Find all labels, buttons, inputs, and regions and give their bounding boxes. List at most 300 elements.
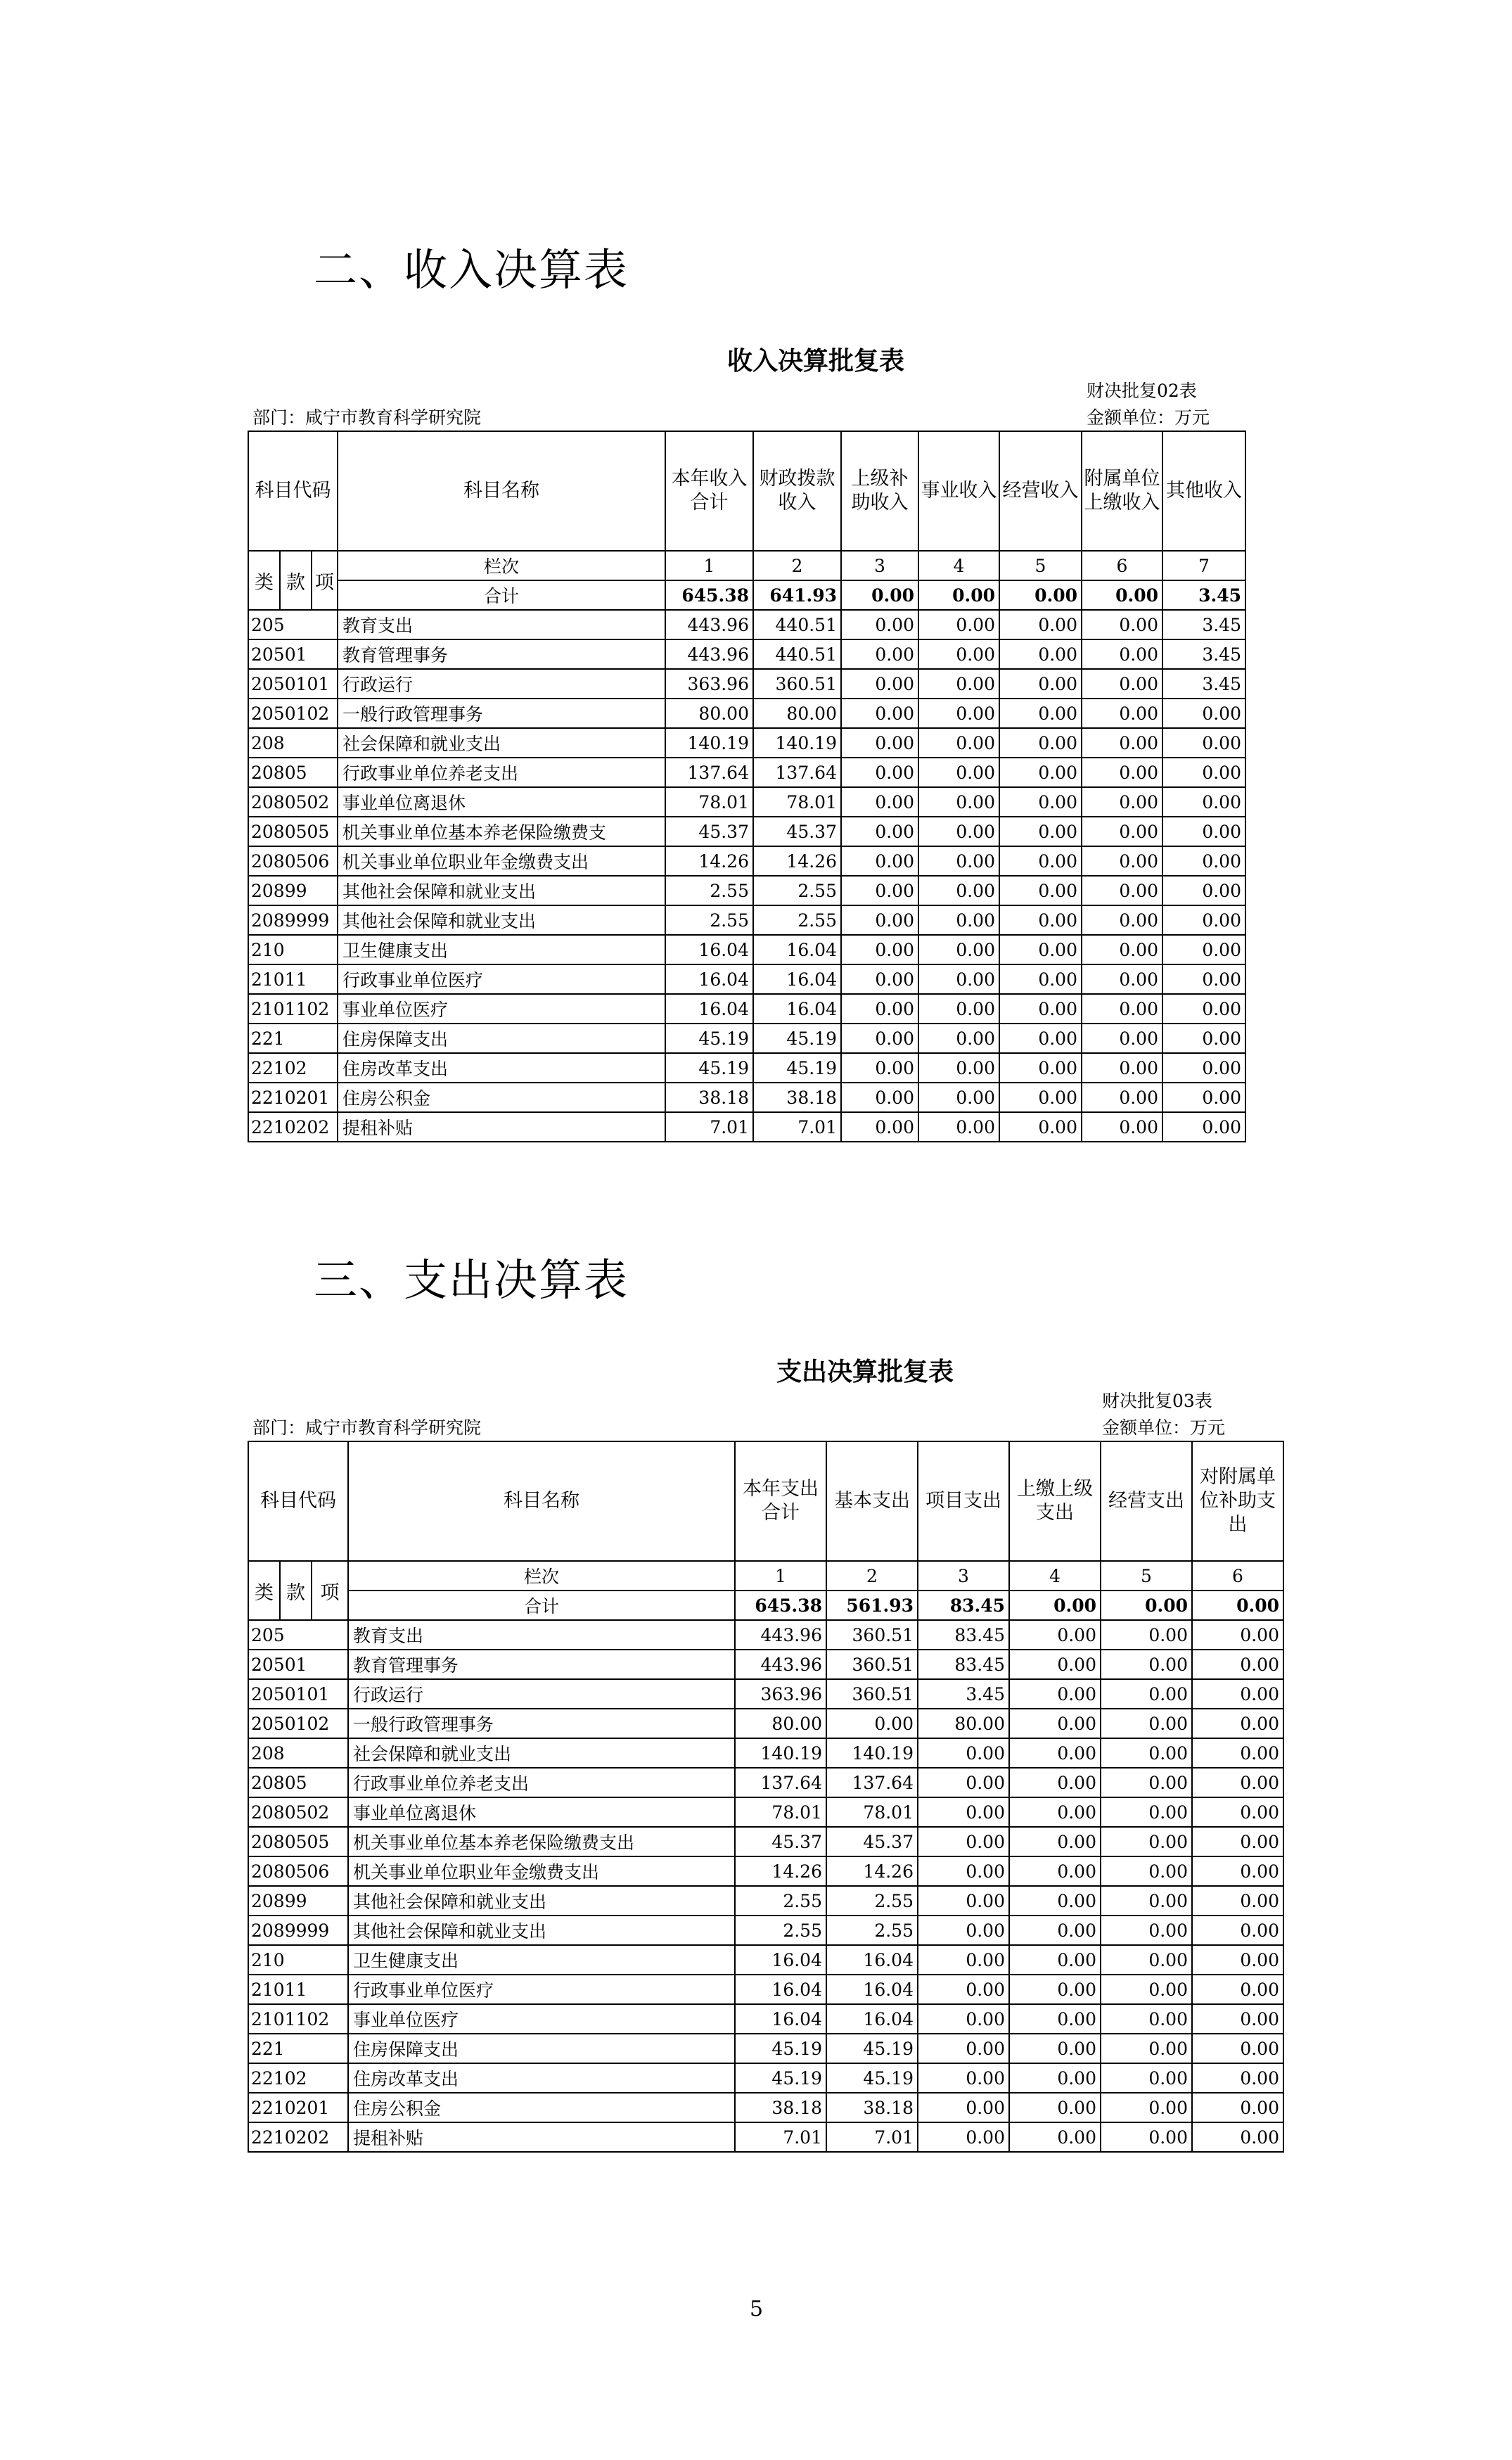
row-value: 80.00 bbox=[665, 699, 753, 728]
row-value: 0.00 bbox=[1162, 1112, 1245, 1142]
row-code: 2210201 bbox=[248, 1083, 338, 1112]
row-name: 住房改革支出 bbox=[338, 1053, 665, 1083]
column-number: 1 bbox=[665, 551, 753, 580]
row-code: 2050101 bbox=[248, 1679, 348, 1709]
row-name: 行政事业单位医疗 bbox=[348, 1975, 735, 2004]
row-value: 0.00 bbox=[918, 1738, 1009, 1768]
row-value: 0.00 bbox=[841, 610, 918, 639]
row-name: 机关事业单位基本养老保险缴费支出 bbox=[348, 1827, 735, 1856]
row-value: 7.01 bbox=[826, 2122, 918, 2152]
row-value: 360.51 bbox=[826, 1650, 918, 1679]
row-code: 205 bbox=[248, 610, 338, 639]
row-value: 45.19 bbox=[665, 1053, 753, 1083]
row-value: 0.00 bbox=[1009, 1945, 1101, 1975]
row-value: 0.00 bbox=[918, 787, 999, 817]
row-value: 0.00 bbox=[918, 1797, 1009, 1827]
row-value: 0.00 bbox=[1082, 1112, 1162, 1142]
row-value: 443.96 bbox=[735, 1650, 826, 1679]
row-value: 0.00 bbox=[841, 817, 918, 846]
table-row bbox=[248, 1827, 1283, 1856]
row-value: 16.04 bbox=[735, 1975, 826, 2004]
row-value: 45.37 bbox=[665, 817, 753, 846]
row-value: 2.55 bbox=[753, 876, 841, 905]
table-row bbox=[248, 2093, 1283, 2122]
row-name: 事业单位离退休 bbox=[348, 1797, 735, 1827]
row-name: 事业单位医疗 bbox=[348, 2004, 735, 2034]
table-row bbox=[248, 1620, 1283, 1650]
code-header: 科目代码 bbox=[248, 431, 338, 551]
row-value: 0.00 bbox=[1192, 2004, 1283, 2034]
row-value: 38.18 bbox=[753, 1083, 841, 1112]
column-number: 7 bbox=[1162, 551, 1245, 580]
row-name: 住房公积金 bbox=[348, 2093, 735, 2122]
name-header: 科目名称 bbox=[338, 431, 665, 551]
row-value: 440.51 bbox=[753, 610, 841, 639]
row-value: 0.00 bbox=[918, 994, 999, 1024]
row-value: 0.00 bbox=[1082, 935, 1162, 964]
row-value: 16.04 bbox=[826, 1945, 918, 1975]
row-value: 140.19 bbox=[735, 1738, 826, 1768]
row-value: 0.00 bbox=[918, 2093, 1009, 2122]
row-code: 20805 bbox=[248, 1768, 348, 1797]
row-value: 3.45 bbox=[1162, 610, 1245, 639]
row-value: 45.19 bbox=[753, 1024, 841, 1053]
row-value: 0.00 bbox=[841, 876, 918, 905]
table-row bbox=[248, 1856, 1283, 1886]
row-name: 卫生健康支出 bbox=[348, 1945, 735, 1975]
row-value: 443.96 bbox=[735, 1620, 826, 1650]
table-row bbox=[248, 1916, 1283, 1945]
table-row bbox=[248, 787, 1245, 817]
row-value: 45.19 bbox=[826, 2063, 918, 2093]
row-code: 2210202 bbox=[248, 2122, 348, 2152]
row-value: 0.00 bbox=[1082, 846, 1162, 876]
table-row bbox=[248, 699, 1245, 728]
row-value: 0.00 bbox=[841, 758, 918, 787]
lanci-label: 栏次 bbox=[338, 551, 665, 580]
row-value: 0.00 bbox=[1082, 994, 1162, 1024]
row-value: 2.55 bbox=[826, 1916, 918, 1945]
lei-header: 类 bbox=[248, 551, 280, 610]
column-header: 附属单位上缴收入 bbox=[1082, 431, 1162, 551]
row-value: 0.00 bbox=[999, 1112, 1082, 1142]
row-name: 社会保障和就业支出 bbox=[338, 728, 665, 758]
row-value: 14.26 bbox=[665, 846, 753, 876]
row-value: 0.00 bbox=[1162, 758, 1245, 787]
total-value: 645.38 bbox=[665, 580, 753, 610]
row-code: 2080505 bbox=[248, 1827, 348, 1856]
row-value: 0.00 bbox=[918, 2122, 1009, 2152]
row-value: 0.00 bbox=[841, 935, 918, 964]
income-table bbox=[248, 431, 1246, 1142]
row-code: 210 bbox=[248, 935, 338, 964]
row-value: 78.01 bbox=[735, 1797, 826, 1827]
row-value: 0.00 bbox=[841, 1112, 918, 1142]
row-value: 140.19 bbox=[753, 728, 841, 758]
row-value: 7.01 bbox=[753, 1112, 841, 1142]
row-value: 363.96 bbox=[735, 1679, 826, 1709]
row-value: 363.96 bbox=[665, 669, 753, 699]
row-code: 2080505 bbox=[248, 817, 338, 846]
column-number: 5 bbox=[1101, 1561, 1192, 1591]
expense-table bbox=[248, 1441, 1284, 2153]
row-value: 0.00 bbox=[999, 964, 1082, 994]
row-value: 0.00 bbox=[1009, 1650, 1101, 1679]
row-value: 0.00 bbox=[1009, 2034, 1101, 2063]
row-value: 0.00 bbox=[1162, 935, 1245, 964]
row-name: 住房保障支出 bbox=[348, 2034, 735, 2063]
row-name: 教育支出 bbox=[348, 1620, 735, 1650]
table-row bbox=[248, 817, 1245, 846]
row-name: 教育管理事务 bbox=[338, 639, 665, 669]
row-code: 2080502 bbox=[248, 1797, 348, 1827]
row-value: 0.00 bbox=[1162, 1024, 1245, 1053]
row-value: 0.00 bbox=[1082, 610, 1162, 639]
row-code: 2050101 bbox=[248, 669, 338, 699]
row-value: 0.00 bbox=[1101, 1827, 1192, 1856]
expense-table-title: 支出决算批复表 bbox=[776, 1358, 954, 1387]
row-value: 0.00 bbox=[1101, 1679, 1192, 1709]
row-value: 0.00 bbox=[1192, 2122, 1283, 2152]
row-value: 7.01 bbox=[735, 2122, 826, 2152]
row-code: 2050102 bbox=[248, 699, 338, 728]
row-value: 137.64 bbox=[826, 1768, 918, 1797]
row-value: 0.00 bbox=[999, 1053, 1082, 1083]
row-value: 0.00 bbox=[999, 905, 1082, 935]
row-value: 0.00 bbox=[918, 935, 999, 964]
row-value: 0.00 bbox=[1162, 817, 1245, 846]
row-value: 45.37 bbox=[735, 1827, 826, 1856]
row-value: 0.00 bbox=[1101, 2122, 1192, 2152]
table-row bbox=[248, 994, 1245, 1024]
row-name: 提租补贴 bbox=[338, 1112, 665, 1142]
row-value: 0.00 bbox=[999, 846, 1082, 876]
column-header: 财政拨款收入 bbox=[753, 431, 841, 551]
income-form-no: 财决批复02表 bbox=[1087, 381, 1197, 401]
row-value: 16.04 bbox=[665, 994, 753, 1024]
row-value: 0.00 bbox=[918, 905, 999, 935]
row-value: 0.00 bbox=[1162, 1083, 1245, 1112]
table-row bbox=[248, 728, 1245, 758]
row-name: 其他社会保障和就业支出 bbox=[348, 1886, 735, 1916]
row-name: 其他社会保障和就业支出 bbox=[348, 1916, 735, 1945]
row-value: 0.00 bbox=[1101, 1650, 1192, 1679]
row-value: 0.00 bbox=[841, 639, 918, 669]
row-value: 0.00 bbox=[918, 1827, 1009, 1856]
row-value: 0.00 bbox=[1009, 1827, 1101, 1856]
row-value: 0.00 bbox=[1162, 787, 1245, 817]
table-row bbox=[248, 2004, 1283, 2034]
row-value: 16.04 bbox=[753, 935, 841, 964]
table-row bbox=[248, 1945, 1283, 1975]
table-row bbox=[248, 935, 1245, 964]
row-value: 0.00 bbox=[1101, 2034, 1192, 2063]
column-header: 本年收入合计 bbox=[665, 431, 753, 551]
column-number: 6 bbox=[1082, 551, 1162, 580]
row-code: 2089999 bbox=[248, 905, 338, 935]
row-value: 0.00 bbox=[1162, 964, 1245, 994]
name-header: 科目名称 bbox=[348, 1441, 735, 1561]
row-value: 0.00 bbox=[1009, 1620, 1101, 1650]
row-value: 0.00 bbox=[1101, 2093, 1192, 2122]
row-code: 2080506 bbox=[248, 846, 338, 876]
row-value: 0.00 bbox=[1101, 1856, 1192, 1886]
row-value: 360.51 bbox=[826, 1679, 918, 1709]
row-code: 20501 bbox=[248, 1650, 348, 1679]
row-value: 0.00 bbox=[1192, 1679, 1283, 1709]
row-value: 0.00 bbox=[999, 610, 1082, 639]
column-header: 对附属单位补助支出 bbox=[1192, 1441, 1283, 1561]
row-value: 45.19 bbox=[826, 2034, 918, 2063]
row-value: 80.00 bbox=[918, 1709, 1009, 1738]
row-value: 0.00 bbox=[841, 699, 918, 728]
table-row bbox=[248, 2063, 1283, 2093]
row-value: 80.00 bbox=[735, 1709, 826, 1738]
row-value: 0.00 bbox=[1082, 669, 1162, 699]
row-value: 0.00 bbox=[918, 1083, 999, 1112]
table-row bbox=[248, 1679, 1283, 1709]
row-value: 0.00 bbox=[1192, 1945, 1283, 1975]
row-value: 0.00 bbox=[999, 1083, 1082, 1112]
row-value: 0.00 bbox=[1101, 1916, 1192, 1945]
row-value: 38.18 bbox=[665, 1083, 753, 1112]
expense-unit: 金额单位：万元 bbox=[1102, 1417, 1226, 1438]
xiang-header: 项 bbox=[312, 551, 338, 610]
row-value: 0.00 bbox=[999, 935, 1082, 964]
row-value: 0.00 bbox=[918, 1024, 999, 1053]
row-value: 0.00 bbox=[1101, 1620, 1192, 1650]
row-value: 443.96 bbox=[665, 639, 753, 669]
row-value: 0.00 bbox=[1162, 1053, 1245, 1083]
row-value: 0.00 bbox=[1162, 876, 1245, 905]
table-row bbox=[248, 1709, 1283, 1738]
row-value: 0.00 bbox=[1082, 699, 1162, 728]
row-value: 0.00 bbox=[1082, 817, 1162, 846]
row-value: 0.00 bbox=[841, 1024, 918, 1053]
column-number: 2 bbox=[753, 551, 841, 580]
row-name: 一般行政管理事务 bbox=[348, 1709, 735, 1738]
row-value: 0.00 bbox=[999, 669, 1082, 699]
table-row bbox=[248, 610, 1245, 639]
row-value: 7.01 bbox=[665, 1112, 753, 1142]
row-value: 0.00 bbox=[1009, 2122, 1101, 2152]
row-value: 0.00 bbox=[999, 639, 1082, 669]
row-value: 16.04 bbox=[826, 1975, 918, 2004]
row-value: 0.00 bbox=[1009, 1856, 1101, 1886]
row-value: 78.01 bbox=[753, 787, 841, 817]
row-value: 0.00 bbox=[918, 2004, 1009, 2034]
table-row bbox=[248, 2122, 1283, 2152]
table-row bbox=[248, 1738, 1283, 1768]
total-value: 561.93 bbox=[826, 1591, 918, 1620]
row-value: 38.18 bbox=[826, 2093, 918, 2122]
total-value: 83.45 bbox=[918, 1591, 1009, 1620]
income-department: 部门：咸宁市教育科学研究院 bbox=[252, 407, 482, 428]
column-header: 本年支出合计 bbox=[735, 1441, 826, 1561]
row-value: 0.00 bbox=[1162, 728, 1245, 758]
row-value: 0.00 bbox=[1101, 1945, 1192, 1975]
total-label: 合计 bbox=[348, 1591, 735, 1620]
row-value: 0.00 bbox=[1009, 2004, 1101, 2034]
income-section-title: 二、收入决算表 bbox=[314, 244, 629, 295]
row-value: 440.51 bbox=[753, 639, 841, 669]
row-code: 22102 bbox=[248, 2063, 348, 2093]
total-row bbox=[248, 580, 1245, 610]
column-header: 上级补助收入 bbox=[841, 431, 918, 551]
row-value: 16.04 bbox=[753, 964, 841, 994]
row-value: 0.00 bbox=[1192, 1709, 1283, 1738]
row-value: 16.04 bbox=[753, 994, 841, 1024]
table-row bbox=[248, 1797, 1283, 1827]
table-row bbox=[248, 758, 1245, 787]
column-header: 项目支出 bbox=[918, 1441, 1009, 1561]
row-value: 0.00 bbox=[1192, 1650, 1283, 1679]
row-value: 0.00 bbox=[918, 1768, 1009, 1797]
row-value: 0.00 bbox=[841, 1053, 918, 1083]
table-row bbox=[248, 846, 1245, 876]
row-value: 45.19 bbox=[735, 2034, 826, 2063]
row-value: 0.00 bbox=[918, 699, 999, 728]
row-value: 0.00 bbox=[918, 2034, 1009, 2063]
row-value: 137.64 bbox=[735, 1768, 826, 1797]
row-name: 事业单位医疗 bbox=[338, 994, 665, 1024]
row-value: 0.00 bbox=[1082, 787, 1162, 817]
row-value: 0.00 bbox=[1192, 1975, 1283, 2004]
table-row bbox=[248, 964, 1245, 994]
row-name: 社会保障和就业支出 bbox=[348, 1738, 735, 1768]
row-code: 205 bbox=[248, 1620, 348, 1650]
row-value: 45.19 bbox=[665, 1024, 753, 1053]
row-code: 20899 bbox=[248, 1886, 348, 1916]
row-value: 45.37 bbox=[753, 817, 841, 846]
row-value: 0.00 bbox=[1192, 2063, 1283, 2093]
row-value: 0.00 bbox=[841, 846, 918, 876]
row-name: 行政运行 bbox=[338, 669, 665, 699]
income-table-title: 收入决算批复表 bbox=[726, 347, 904, 376]
row-value: 3.45 bbox=[1162, 669, 1245, 699]
row-value: 0.00 bbox=[918, 1856, 1009, 1886]
table-row bbox=[248, 876, 1245, 905]
row-name: 卫生健康支出 bbox=[338, 935, 665, 964]
row-value: 0.00 bbox=[1009, 1886, 1101, 1916]
row-value: 0.00 bbox=[1192, 1620, 1283, 1650]
page-number: 5 bbox=[750, 2297, 764, 2321]
total-value: 0.00 bbox=[1192, 1591, 1283, 1620]
row-value: 0.00 bbox=[1101, 2063, 1192, 2093]
column-header: 基本支出 bbox=[826, 1441, 918, 1561]
row-value: 80.00 bbox=[753, 699, 841, 728]
row-code: 208 bbox=[248, 1738, 348, 1768]
row-value: 0.00 bbox=[841, 964, 918, 994]
row-value: 0.00 bbox=[1192, 1797, 1283, 1827]
row-name: 行政事业单位养老支出 bbox=[348, 1768, 735, 1797]
row-value: 0.00 bbox=[841, 728, 918, 758]
row-name: 行政运行 bbox=[348, 1679, 735, 1709]
row-value: 0.00 bbox=[1082, 1083, 1162, 1112]
row-code: 221 bbox=[248, 2034, 348, 2063]
row-code: 2101102 bbox=[248, 2004, 348, 2034]
table-row bbox=[248, 669, 1245, 699]
column-header: 其他收入 bbox=[1162, 431, 1245, 551]
table-row bbox=[248, 2034, 1283, 2063]
row-value: 0.00 bbox=[918, 639, 999, 669]
row-value: 0.00 bbox=[1101, 1738, 1192, 1768]
row-value: 83.45 bbox=[918, 1650, 1009, 1679]
kuan-header: 款 bbox=[280, 1561, 312, 1620]
column-number: 3 bbox=[841, 551, 918, 580]
row-value: 0.00 bbox=[1192, 2034, 1283, 2063]
row-value: 0.00 bbox=[918, 1886, 1009, 1916]
row-value: 2.55 bbox=[735, 1916, 826, 1945]
lanci-label: 栏次 bbox=[348, 1561, 735, 1591]
column-number: 3 bbox=[918, 1561, 1009, 1591]
row-value: 0.00 bbox=[826, 1709, 918, 1738]
row-value: 0.00 bbox=[999, 787, 1082, 817]
row-value: 0.00 bbox=[1082, 905, 1162, 935]
row-value: 140.19 bbox=[665, 728, 753, 758]
row-value: 0.00 bbox=[918, 1053, 999, 1083]
total-value: 0.00 bbox=[841, 580, 918, 610]
row-value: 45.19 bbox=[753, 1053, 841, 1083]
row-value: 2.55 bbox=[665, 876, 753, 905]
row-name: 行政事业单位医疗 bbox=[338, 964, 665, 994]
row-value: 2.55 bbox=[826, 1886, 918, 1916]
table-row bbox=[248, 1053, 1245, 1083]
row-value: 0.00 bbox=[1162, 905, 1245, 935]
row-value: 78.01 bbox=[826, 1797, 918, 1827]
row-value: 0.00 bbox=[918, 610, 999, 639]
expense-department: 部门：咸宁市教育科学研究院 bbox=[252, 1417, 482, 1438]
row-value: 360.51 bbox=[826, 1620, 918, 1650]
row-value: 0.00 bbox=[1101, 1797, 1192, 1827]
row-value: 0.00 bbox=[918, 964, 999, 994]
column-header: 上缴上级支出 bbox=[1009, 1441, 1101, 1561]
total-value: 645.38 bbox=[735, 1591, 826, 1620]
row-value: 14.26 bbox=[753, 846, 841, 876]
total-value: 0.00 bbox=[999, 580, 1082, 610]
row-value: 45.19 bbox=[735, 2063, 826, 2093]
column-number: 5 bbox=[999, 551, 1082, 580]
row-code: 210 bbox=[248, 1945, 348, 1975]
row-value: 0.00 bbox=[918, 846, 999, 876]
total-value: 0.00 bbox=[1101, 1591, 1192, 1620]
row-name: 住房公积金 bbox=[338, 1083, 665, 1112]
row-code: 20805 bbox=[248, 758, 338, 787]
row-value: 0.00 bbox=[841, 994, 918, 1024]
column-number: 2 bbox=[826, 1561, 918, 1591]
column-number: 4 bbox=[1009, 1561, 1101, 1591]
row-value: 0.00 bbox=[1082, 639, 1162, 669]
column-number: 1 bbox=[735, 1561, 826, 1591]
row-value: 0.00 bbox=[999, 876, 1082, 905]
row-name: 行政事业单位养老支出 bbox=[338, 758, 665, 787]
row-name: 其他社会保障和就业支出 bbox=[338, 876, 665, 905]
row-value: 360.51 bbox=[753, 669, 841, 699]
row-name: 教育管理事务 bbox=[348, 1650, 735, 1679]
row-value: 0.00 bbox=[1162, 846, 1245, 876]
row-value: 0.00 bbox=[999, 728, 1082, 758]
row-name: 其他社会保障和就业支出 bbox=[338, 905, 665, 935]
total-value: 0.00 bbox=[1009, 1591, 1101, 1620]
row-value: 45.37 bbox=[826, 1827, 918, 1856]
row-code: 20899 bbox=[248, 876, 338, 905]
row-value: 0.00 bbox=[999, 699, 1082, 728]
row-value: 0.00 bbox=[1101, 1975, 1192, 2004]
row-value: 0.00 bbox=[1082, 876, 1162, 905]
row-value: 0.00 bbox=[918, 758, 999, 787]
row-value: 0.00 bbox=[918, 1916, 1009, 1945]
row-name: 事业单位离退休 bbox=[338, 787, 665, 817]
